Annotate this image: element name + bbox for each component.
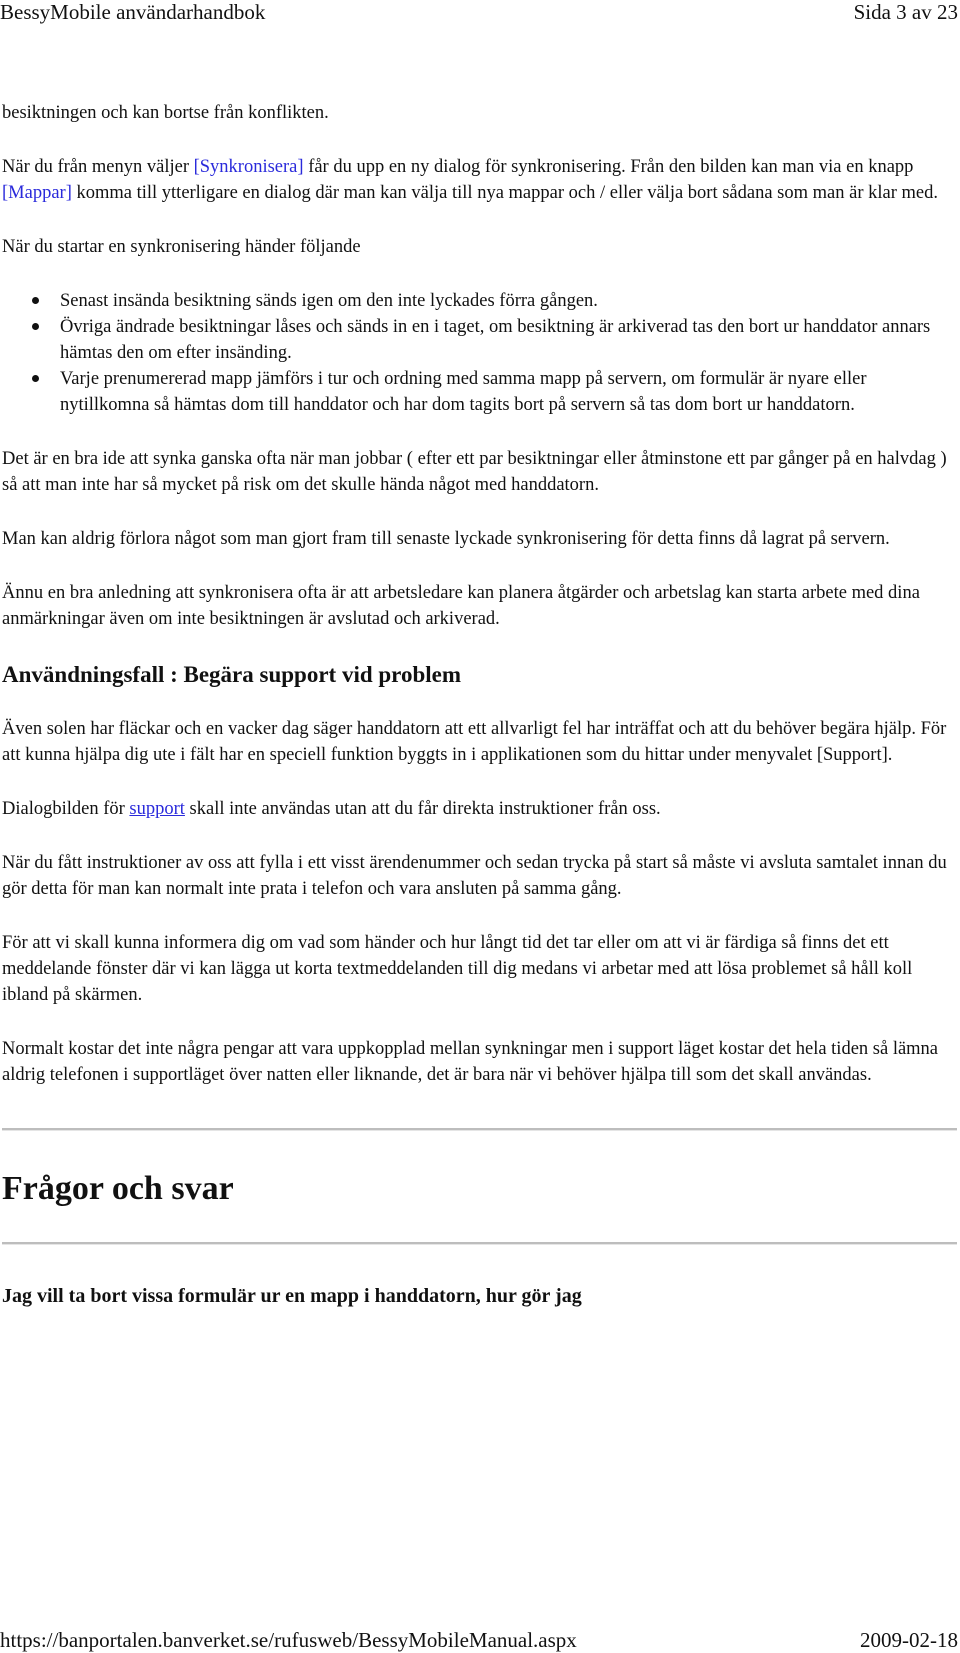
sync-steps-list	[2, 288, 957, 418]
document-title: BessyMobile användarhandbok	[0, 0, 266, 24]
paragraph: För att vi skall kunna informera dig om vad som händer och hur långt tid det tar eller om att vi är färdiga så finns det ett meddelande fönster där vi kan lägga ut korta textmeddelanden till dig medans vi arbetar med att lösa problemet så håll koll ibland på skärmen.	[2, 933, 913, 1005]
paragraph: Det är en bra ide att synka ganska ofta när man jobbar ( efter ett par besiktningar eller åtminstone ett par gånger på en halvdag ) så att man inte har så mycket på risk om det skulle hända något med handdatorn.	[2, 449, 947, 495]
divider	[2, 1128, 957, 1131]
faq-question: Jag vill ta bort vissa formulär ur en mapp i handdatorn, hur gör jag	[2, 1285, 582, 1307]
list-item: Övriga ändrade besiktningar låses och sänds in en i taget, om besiktning är arkiverad tas den bort ur handdator annars hämtas den om efter insänding.	[60, 314, 957, 366]
mappar-link[interactable]: [Mappar]	[2, 183, 72, 203]
synkronisera-link[interactable]: [Synkronisera]	[193, 157, 304, 177]
paragraph: Man kan aldrig förlora något som man gjort fram till senaste lyckade synkronisering för detta finns då lagrat på servern.	[2, 529, 890, 549]
source-url: https://banportalen.banverket.se/rufusweb/BessyMobileManual.aspx	[0, 1628, 577, 1652]
paragraph-support-dialog: Dialogbilden för support skall inte användas utan att du får direkta instruktioner från oss.	[2, 799, 661, 819]
list-item: Varje prenumererad mapp jämförs i tur och ordning med samma mapp på servern, om formulär är nyare eller nytillkomna så hämtas dom till handdator och har dom tagits bort på servern så tas dom bort ur handdatorn.	[60, 366, 957, 418]
paragraph: När du fått instruktioner av oss att fylla i ett visst ärendenummer och sedan trycka på start så måste vi avsluta samtalet innan du gör detta för man kan normalt inte prata i telefon och vara ansluten på samma gång.	[2, 853, 947, 899]
paragraph: När du startar en synkronisering händer följande	[2, 237, 361, 257]
paragraph: Även solen har fläckar och en vacker dag säger handdatorn att ett allvarligt fel har inträffat och att du behöver begära hjälp. För att kunna hjälpa dig ute i fält har en speciell funktion byggts in i applikationen som du hittar under menyvalet [Support].	[2, 719, 947, 765]
paragraph-synkronisera: När du från menyn väljer [Synkronisera] får du upp en ny dialog för synkronisering. Från den bilden kan man via en knapp [Mappar] komma till ytterligare en dialog där man kan välja till nya mappar och / eller välja bort sådana som man är klar med.	[2, 157, 938, 203]
page-footer	[0, 1627, 958, 1653]
page-content	[2, 100, 957, 1309]
page-header	[0, 0, 958, 25]
section-heading-faq: Frågor och svar	[2, 1170, 234, 1207]
paragraph: besiktningen och kan bortse från konflikten.	[2, 103, 329, 123]
paragraph: Normalt kostar det inte några pengar att vara uppkopplad mellan synkningar men i support läget kostar det hela tiden så lämna aldrig telefonen i supportläget över natten eller liknande, det är bara när vi behöver hjälpa till som det skall användas.	[2, 1039, 939, 1085]
divider	[2, 1242, 957, 1245]
paragraph: Ännu en bra anledning att synkronisera ofta är att arbetsledare kan planera åtgärder och arbetslag kan starta arbete med dina anmärkningar även om inte besiktningen är avslutad och arkiverad.	[2, 583, 920, 629]
section-heading-support: Användningsfall : Begära support vid problem	[2, 662, 462, 687]
support-link[interactable]: support	[129, 799, 185, 819]
list-item: Senast insända besiktning sänds igen om den inte lyckades förra gången.	[60, 288, 957, 314]
print-date: 2009-02-18	[860, 1628, 958, 1652]
page-number: Sida 3 av 23	[853, 0, 958, 24]
